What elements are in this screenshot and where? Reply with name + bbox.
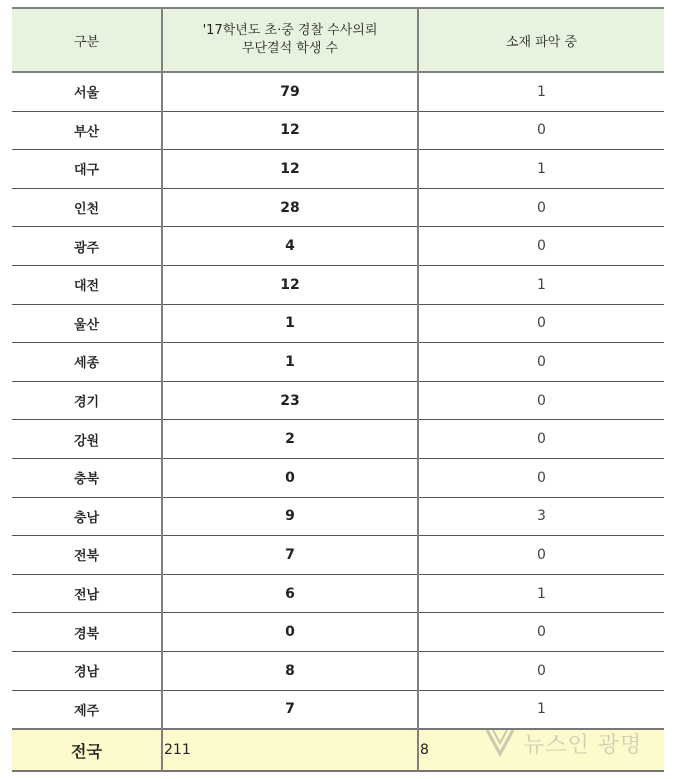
total-missing: 8 xyxy=(418,729,664,771)
region-cell: 대전 xyxy=(12,265,162,304)
missing-cell: 0 xyxy=(418,651,664,690)
table-row xyxy=(12,497,664,536)
student-absence-table xyxy=(12,7,664,772)
table-row xyxy=(12,265,664,304)
table-row xyxy=(12,343,664,382)
missing-cell: 0 xyxy=(418,304,664,343)
table-row xyxy=(12,574,664,613)
region-cell: 대구 xyxy=(12,150,162,189)
count-cell: 4 xyxy=(162,227,418,266)
missing-cell: 0 xyxy=(418,458,664,497)
table-row xyxy=(12,651,664,690)
count-cell: 8 xyxy=(162,651,418,690)
count-cell: 6 xyxy=(162,574,418,613)
header-count xyxy=(162,8,418,72)
count-cell: 0 xyxy=(162,458,418,497)
region-cell: 강원 xyxy=(12,420,162,459)
missing-cell: 0 xyxy=(418,613,664,652)
missing-cell: 1 xyxy=(418,150,664,189)
table-row xyxy=(12,381,664,420)
count-cell: 7 xyxy=(162,536,418,575)
total-region: 전국 xyxy=(12,729,162,771)
count-cell: 1 xyxy=(162,304,418,343)
missing-cell: 0 xyxy=(418,343,664,382)
region-cell: 충북 xyxy=(12,458,162,497)
count-cell: 9 xyxy=(162,497,418,536)
missing-cell: 0 xyxy=(418,420,664,459)
count-cell: 12 xyxy=(162,150,418,189)
missing-cell: 0 xyxy=(418,536,664,575)
count-cell: 23 xyxy=(162,381,418,420)
missing-cell: 1 xyxy=(418,72,664,111)
count-cell: 12 xyxy=(162,111,418,150)
region-cell: 제주 xyxy=(12,690,162,729)
table-row xyxy=(12,420,664,459)
table-row xyxy=(12,458,664,497)
total-count: 211 xyxy=(162,729,418,771)
watermark xyxy=(483,722,653,762)
table-row xyxy=(12,304,664,343)
missing-cell: 0 xyxy=(418,188,664,227)
region-cell: 부산 xyxy=(12,111,162,150)
count-cell: 7 xyxy=(162,690,418,729)
region-cell: 울산 xyxy=(12,304,162,343)
region-cell: 충남 xyxy=(12,497,162,536)
missing-cell: 1 xyxy=(418,690,664,729)
table-row xyxy=(12,536,664,575)
table-row xyxy=(12,72,664,111)
region-cell: 세종 xyxy=(12,343,162,382)
region-cell: 경북 xyxy=(12,613,162,652)
count-cell: 2 xyxy=(162,420,418,459)
region-cell: 서울 xyxy=(12,72,162,111)
count-cell: 1 xyxy=(162,343,418,382)
count-cell: 12 xyxy=(162,265,418,304)
region-cell: 인천 xyxy=(12,188,162,227)
header-region: 구분 xyxy=(12,8,162,72)
count-cell: 0 xyxy=(162,613,418,652)
region-cell: 경남 xyxy=(12,651,162,690)
table-row xyxy=(12,227,664,266)
count-cell: 28 xyxy=(162,188,418,227)
header-count-line1: '17학년도 초·중 경찰 수사의뢰 xyxy=(202,23,378,38)
header-count-line2: 무단결석 학생 수 xyxy=(241,41,339,56)
missing-cell: 1 xyxy=(418,574,664,613)
missing-cell: 1 xyxy=(418,265,664,304)
table-row xyxy=(12,111,664,150)
region-cell: 경기 xyxy=(12,381,162,420)
missing-cell: 0 xyxy=(418,227,664,266)
missing-cell: 3 xyxy=(418,497,664,536)
header-missing: 소재 파악 중 xyxy=(418,8,664,72)
region-cell: 전남 xyxy=(12,574,162,613)
table-row xyxy=(12,188,664,227)
missing-cell: 0 xyxy=(418,381,664,420)
header-row xyxy=(12,8,664,72)
watermark-text: 뉴스인 광명 xyxy=(523,733,643,758)
region-cell: 광주 xyxy=(12,227,162,266)
count-cell: 79 xyxy=(162,72,418,111)
missing-cell: 0 xyxy=(418,111,664,150)
table-row xyxy=(12,150,664,189)
newsin-logo-icon xyxy=(483,724,517,758)
table-row xyxy=(12,613,664,652)
region-cell: 전북 xyxy=(12,536,162,575)
